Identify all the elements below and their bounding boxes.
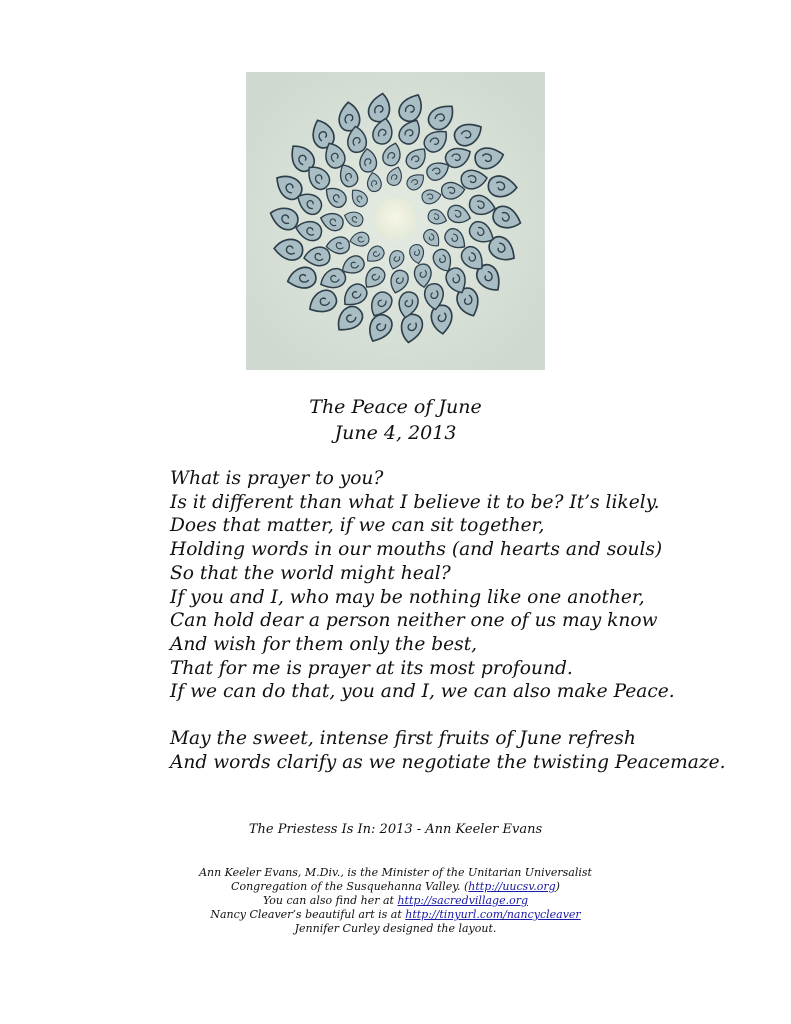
mandala-artwork (246, 72, 545, 370)
credits-line-minister: Ann Keeler Evans, M.Div., is the Minister of the Unitarian Universalist (199, 866, 592, 879)
poem-title: The Peace of June (309, 396, 482, 418)
uucsv-link[interactable]: http://uucsv.org (468, 880, 556, 893)
poem-line: Is it different than what I believe it to be? It’s likely. (170, 491, 660, 513)
poem-line: If we can do that, you and I, we can also make Peace. (170, 681, 675, 703)
poem-date: June 4, 2013 (334, 422, 457, 444)
poem-line: Holding words in our mouths (and hearts and souls) (170, 539, 663, 561)
credits-line-sacredvillage (0, 894, 791, 908)
tinyurl-link[interactable]: http://tinyurl.com/nancycleaver (405, 908, 581, 921)
poem-line: What is prayer to you? (170, 468, 384, 489)
credits-text: You can also find her at (263, 894, 398, 907)
poem-body (170, 467, 770, 774)
stanza-1 (170, 467, 770, 704)
poem-line: So that the world might heal? (170, 562, 451, 584)
poem-line: Does that matter, if we can sit together, (170, 515, 545, 537)
poem-line: If you and I, who may be nothing like one another, (170, 586, 645, 608)
poem-line: May the sweet, intense first fruits of June refresh (170, 728, 636, 750)
credits-block (0, 866, 791, 936)
credits-text: Congregation of the Susquehanna Valley. ( (231, 880, 469, 893)
poem-line: And wish for them only the best, (170, 633, 478, 655)
credits-line-art (0, 908, 791, 922)
mandala-illustration (246, 72, 545, 370)
poem-line: That for me is prayer at its most profound. (170, 657, 573, 679)
title-block (0, 394, 791, 446)
poem-line: And words clarify as we negotiate the twisting Peacemaze. (170, 751, 726, 773)
credits-text: Nancy Cleaver’s beautiful art is at (210, 908, 406, 921)
stanza-2 (170, 727, 770, 774)
attribution: The Priestess Is In: 2013 - Ann Keeler Evans (248, 822, 543, 837)
credits-line-layout: Jennifer Curley designed the layout. (294, 922, 497, 935)
poem-line: Can hold dear a person neither one of us may know (170, 610, 658, 632)
sacredvillage-link[interactable]: http://sacredvillage.org (397, 894, 528, 907)
credits-line-congregation (0, 880, 791, 894)
credits-text: ) (555, 880, 560, 893)
